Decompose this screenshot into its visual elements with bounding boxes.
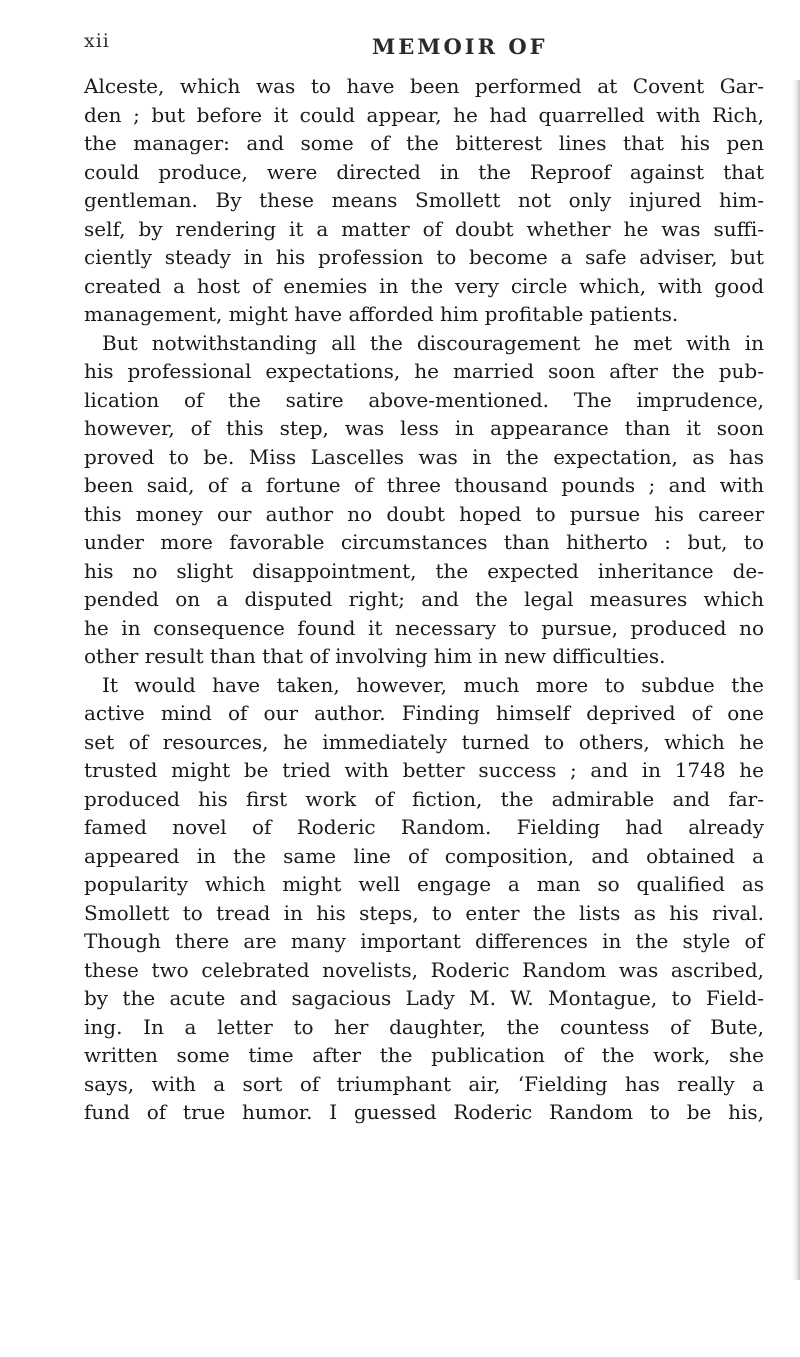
text-line: fund of true humor. I guessed Roderic Random to be his, — [84, 1100, 764, 1124]
text-line: the manager: and some of the bitterest lines that his pen — [84, 131, 764, 155]
text-line: produced his first work of fiction, the admirable and far- — [84, 786, 764, 811]
text-line: he in consequence found it necessary to pursue, produced no — [84, 615, 764, 640]
text-line: Alceste, which was to have been performed at Covent Gar- — [84, 74, 764, 98]
text-line: created a host of enemies in the very circle which, with good — [84, 273, 764, 298]
text-line: could produce, were directed in the Reproof against that — [84, 159, 764, 184]
text-line: gentleman. By these means Smollett not only injured him- — [84, 188, 764, 212]
text-line: But notwithstanding all the discouragement he met with in — [102, 330, 764, 355]
text-line: management, might have afforded him profitable patients. — [84, 302, 679, 326]
text-line: says, with a sort of triumphant air, ‘Fielding has really a — [84, 1071, 764, 1096]
text-line: written some time after the publication of the work, she — [84, 1043, 764, 1067]
text-line: popularity which might well engage a man so qualified as — [84, 872, 764, 896]
text-line: his no slight disappointment, the expected inheritance de- — [84, 558, 764, 583]
text-line: Smollett to tread in his steps, to enter the lists as his rival. — [84, 900, 764, 925]
text-line: his professional expectations, he married soon after the pub- — [84, 359, 764, 383]
page-number: xii — [84, 30, 110, 52]
text-line: this money our author no doubt hoped to pursue his career — [84, 501, 764, 526]
text-line: pended on a disputed right; and the legal measures which — [84, 587, 764, 611]
text-line: under more favorable circumstances than hitherto : but, to — [84, 530, 764, 554]
text-line: active mind of our author. Finding himself deprived of one — [84, 701, 764, 725]
text-line: these two celebrated novelists, Roderic Random was ascribed, — [84, 957, 764, 982]
text-line: trusted might be tried with better success ; and in 1748 he — [84, 758, 764, 782]
text-line: Though there are many important differences in the style of — [84, 929, 764, 953]
text-line: by the acute and sagacious Lady M. W. Montague, to Field- — [84, 986, 764, 1010]
text-line: ing. In a letter to her daughter, the countess of Bute, — [84, 1014, 764, 1039]
text-line: ciently steady in his profession to become a safe adviser, but — [84, 245, 764, 269]
page-edge-shadow — [792, 80, 800, 1280]
text-line: appeared in the same line of composition, and obtained a — [84, 843, 764, 868]
text-line: lication of the satire above-mentioned. The imprudence, — [84, 387, 764, 412]
text-line: It would have taken, however, much more to subdue the — [102, 672, 764, 697]
running-head: MEMOIR OF — [372, 34, 548, 59]
text-line: been said, of a fortune of three thousand pounds ; and with — [84, 473, 764, 497]
body-text — [84, 72, 764, 1127]
page-header — [72, 30, 772, 60]
text-line: other result than that of involving him in new difficulties. — [84, 644, 666, 668]
text-line: proved to be. Miss Lascelles was in the expectation, as has — [84, 444, 764, 469]
text-line: set of resources, he immediately turned to others, which he — [84, 729, 764, 754]
text-line: however, of this step, was less in appearance than it soon — [84, 416, 764, 440]
text-line: famed novel of Roderic Random. Fielding had already — [84, 815, 764, 839]
text-line: den ; but before it could appear, he had quarrelled with Rich, — [84, 102, 764, 127]
text-line: self, by rendering it a matter of doubt whether he was suffi- — [84, 216, 764, 241]
